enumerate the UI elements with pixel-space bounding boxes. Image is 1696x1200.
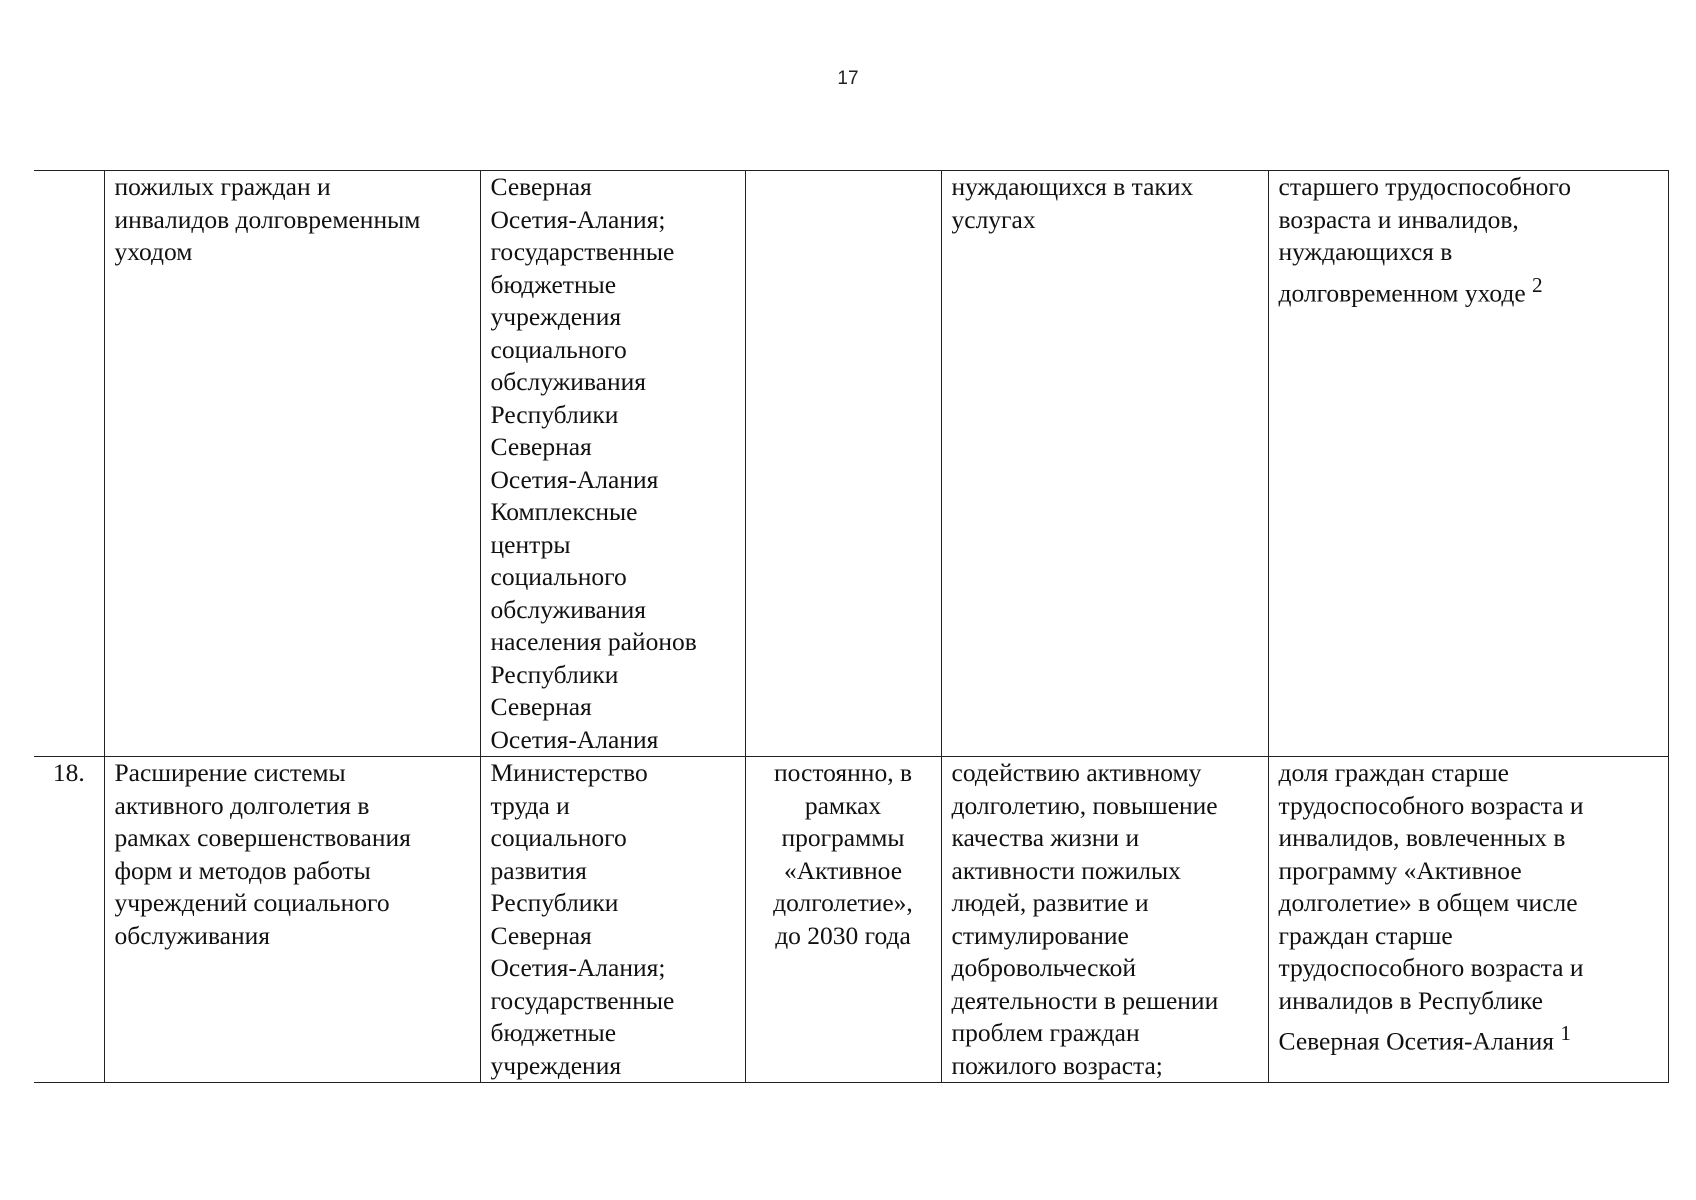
table-row (34, 171, 1668, 757)
row-number-cell (34, 171, 104, 757)
measure-cell: Расширение системы активного долголетия в рамках совершенствования форм и методов работы учреждений социального обслуживания (104, 757, 480, 1083)
row-number-cell: 18. (34, 757, 104, 1083)
measure-cell: пожилых граждан и инвалидов долговременным уходом (104, 171, 480, 757)
footnote-marker: 2 (1532, 272, 1543, 297)
indicator-text: старшего трудоспособного возраста и инвалидов, нуждающихся в долговременном уходе (1278, 172, 1571, 307)
indicator-text: доля граждан старше трудоспособного возраста и инвалидов, вовлеченных в программу «Активное долголетие» в общем числе граждан старше трудоспособного возраста и инвалидов в Республике Северная Осетия-Алания (1278, 758, 1584, 1056)
measures-table (34, 170, 1669, 1083)
executor-cell: Северная Осетия-Алания; государственные бюджетные учреждения социального обслуживания Республики Северная Осетия-Алания Комплексные центры социального обслуживания населения районов Республики Северная Осетия-Алания (480, 171, 745, 757)
result-cell: нуждающихся в таких услугах (941, 171, 1268, 757)
indicator-cell (1268, 171, 1668, 757)
footnote-marker: 1 (1560, 1021, 1572, 1045)
result-cell: содействию активному долголетию, повышение качества жизни и активности пожилых людей, развитие и стимулирование добровольческой деятельности в решении проблем граждан пожилого возраста; (941, 757, 1268, 1083)
table-row (34, 757, 1668, 1083)
executor-cell: Министерство труда и социального развития Республики Северная Осетия-Алания; государственные бюджетные учреждения (480, 757, 745, 1083)
page-number: 17 (837, 68, 859, 89)
term-cell (745, 171, 941, 757)
indicator-cell (1268, 757, 1668, 1083)
term-cell: постоянно, в рамках программы «Активное долголетие», до 2030 года (745, 757, 941, 1083)
